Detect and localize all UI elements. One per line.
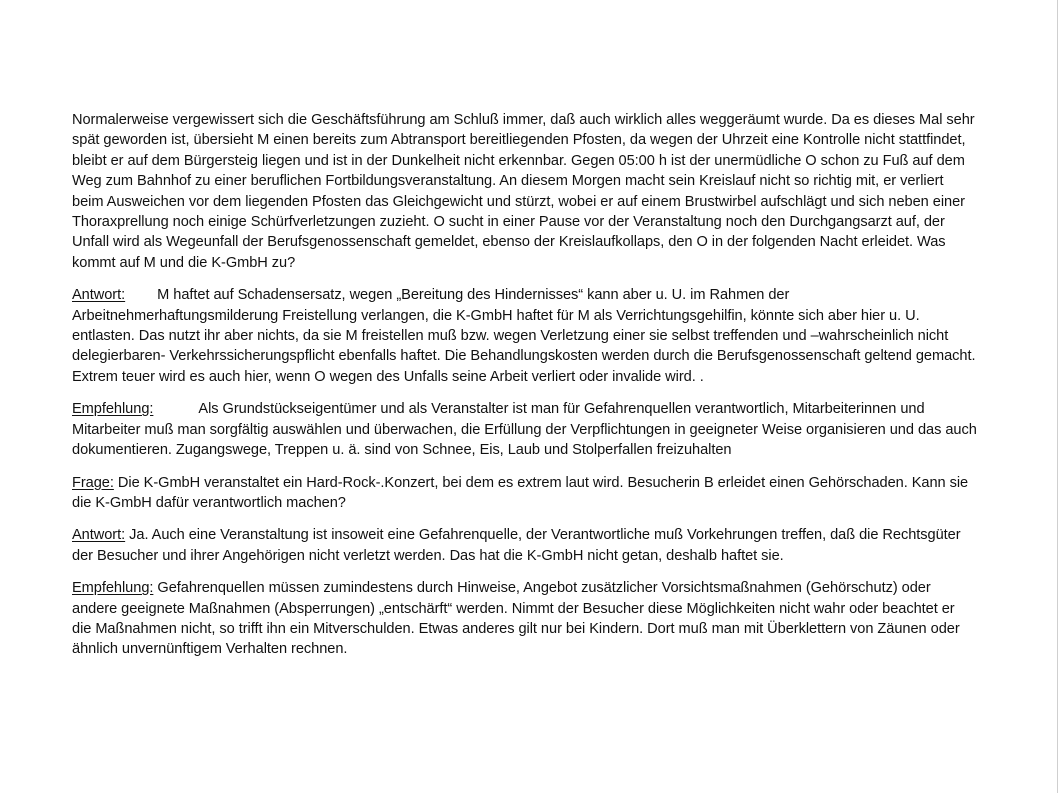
- recommendation-label: Empfehlung:: [72, 401, 154, 418]
- question-text: Die K-GmbH veranstaltet ein Hard-Rock-.Konzert, bei dem es extrem laut wird. Besucherin B erleidet einen Gehörschaden. Kann sie die K-GmbH dafür verantwortlich machen?: [72, 474, 969, 511]
- answer-label: Antwort:: [72, 527, 126, 544]
- document-body: [72, 110, 977, 672]
- recommendation-label: Empfehlung:: [72, 580, 154, 597]
- answer-label: Antwort:: [72, 287, 126, 304]
- recommendation-paragraph-1: [72, 399, 977, 460]
- recommendation-text: Gefahrenquellen müssen zumindestens durch Hinweise, Angebot zusätzlicher Vorsichtsmaßnahmen (Gehörschutz) oder andere geeignete Maßnahmen (Absperrungen) „entschärft“ werden. Nimmt der Besucher diese Möglichkeiten nicht wahr oder beachtet er die Maßnahmen nicht, so trifft ihn ein Mitverschulden. Etwas anderes gilt nur bei Kindern. Dort muß man mit Überklettern von Zäunen oder ähnlich unvernünftigem Verhalten rechnen.: [72, 580, 960, 658]
- question-label: Frage:: [72, 474, 114, 491]
- question-paragraph: [72, 473, 977, 514]
- recommendation-paragraph-2: [72, 578, 977, 660]
- answer-paragraph-1: [72, 285, 977, 387]
- case-description-paragraph: [72, 110, 977, 273]
- answer-text: M haftet auf Schadensersatz, wegen „Bereitung des Hindernisses“ kann aber u. U. im Rahmen der Arbeitnehmerhaftungsmilderung Freistellung verlangen, die K-GmbH haftet für M als Verrichtungsgehilfin, könnte sich aber hier u. U. entlasten. Das nutzt ihr aber nichts, da sie M freistellen muß bzw. wegen Verletzung einer sie selbst treffenden und –wahrscheinlich nicht delegierbaren- Verkehrssicherungspflicht ebenfalls haftet. Die Behandlungskosten werden durch die Berufsgenossenschaft geltend gemacht. Extrem teuer wird es auch hier, wenn O wegen des Unfalls seine Arbeit verliert oder invalide wird. .: [72, 287, 976, 385]
- answer-text: Ja. Auch eine Veranstaltung ist insoweit eine Gefahrenquelle, der Verantwortliche muß Vorkehrungen treffen, daß die Rechtsgüter der Besucher und ihrer Angehörigen nicht verletzt werden. Das hat die K-GmbH nicht getan, deshalb haftet sie.: [72, 527, 961, 564]
- answer-paragraph-2: [72, 525, 977, 566]
- case-description-text: Normalerweise vergewissert sich die Geschäftsführung am Schluß immer, daß auch wirklich alles weggeräumt wurde. Da es dieses Mal sehr spät geworden ist, übersieht M einen bereits zum Abtransport bereitliegenden Pfosten, da wegen der Uhrzeit eine Kontrolle nicht stattfindet, bleibt er auf dem Bürgersteig liegen und ist in der Dunkelheit nicht erkennbar. Gegen 05:00 h ist der unermüdliche O schon zu Fuß auf dem Weg zum Bahnhof zu einer beruflichen Fortbildungsveranstaltung. An diesem Morgen macht sein Kreislauf nicht so richtig mit, er verliert beim Ausweichen vor dem liegenden Pfosten das Gleichgewicht und stürzt, wobei er auf einem Brustwirbel aufschlägt und sich neben einer Thoraxprellung noch einige Schürfverletzungen zuzieht. O sucht in einer Pause vor der Veranstaltung noch den Durchgangsarzt auf, der Unfall wird als Wegeunfall der Berufsgenossenschaft gemeldet, ebenso der Kreislaufkollaps, den O in der folgenden Nacht erleidet. Was kommt auf M und die K-GmbH zu?: [72, 112, 975, 271]
- recommendation-text: Als Grundstückseigentümer und als Veranstalter ist man für Gefahrenquellen verantwortlich, Mitarbeiterinnen und Mitarbeiter muß man sorgfältig auswählen und überwachen, die Erfüllung der Verpflichtungen in geeigneter Weise organisieren und das auch dokumentieren. Zugangswege, Treppen u. ä. sind von Schnee, Eis, Laub und Stolperfallen freizuhalten: [72, 401, 977, 459]
